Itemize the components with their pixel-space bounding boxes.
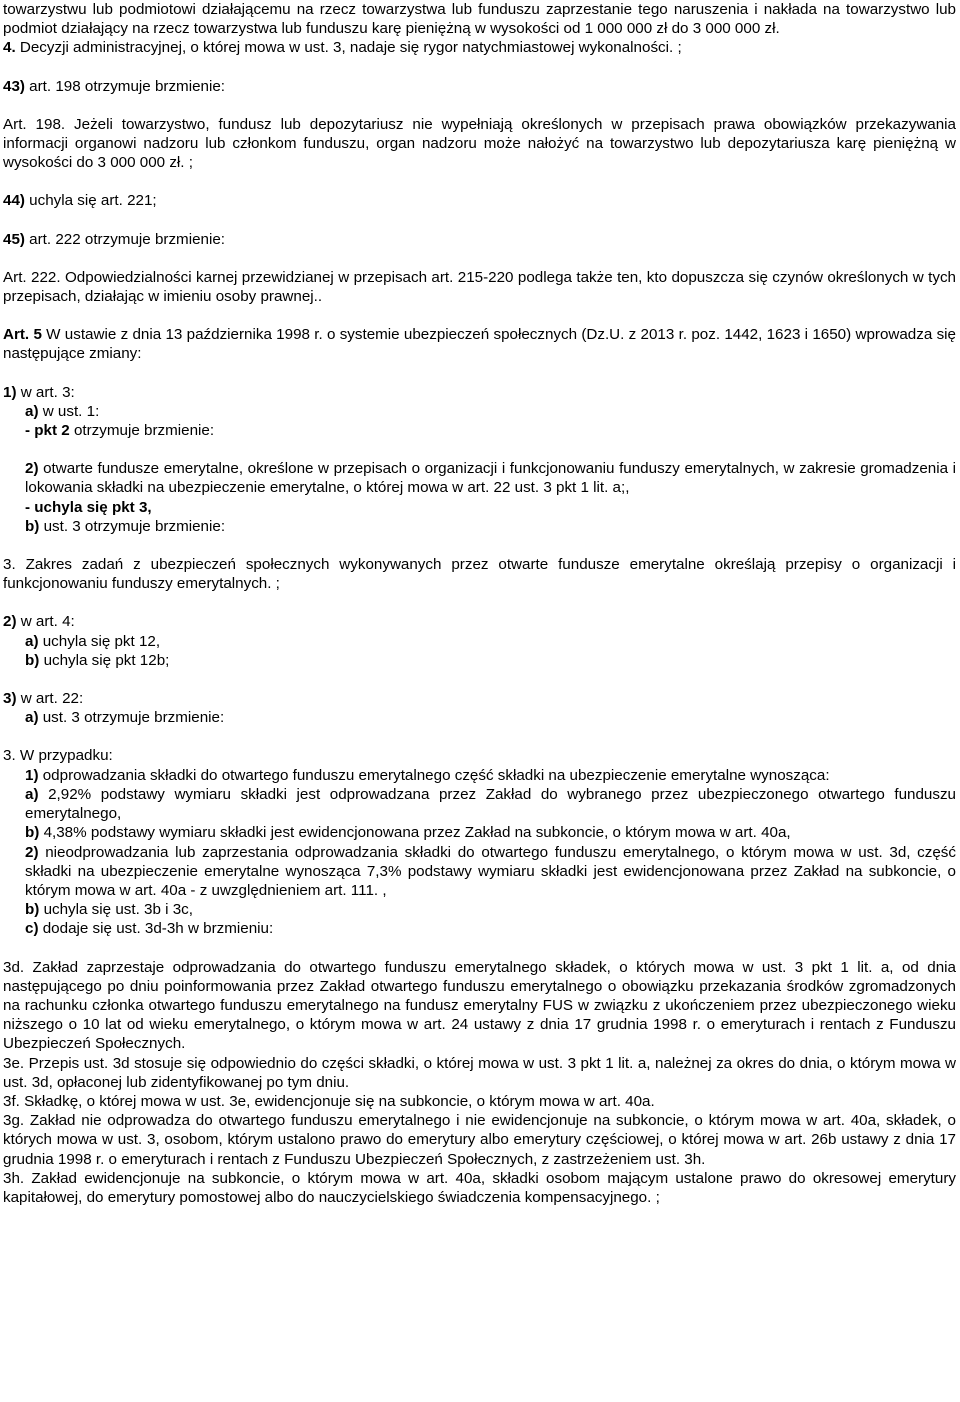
sub-point [3, 651, 956, 670]
sub-point [3, 766, 956, 785]
article-number: Art. 5 [3, 326, 42, 344]
item-number: 43) [3, 77, 25, 95]
item-number: a) [25, 632, 39, 650]
paragraph-text: otwarte fundusze emerytalne, określone w przepisach o organizacji i funkcjonowaniu funduszy emerytalnych, w zakresie gromadzenia i lokowania składki na ubezpieczenie emerytalne, o której mowa w art. 22 ust. 3 pkt 1 lit. a;, [25, 460, 956, 497]
item-number: - uchyla się pkt 3, [25, 498, 152, 516]
item-number: 1) [3, 383, 17, 401]
paragraph-text: uchyla się ust. 3b i 3c, [39, 901, 193, 919]
quoted-provision: 3. W przypadku: [3, 747, 113, 765]
paragraph-text: 4,38% podstawy wymiaru składki jest ewidencjonowana przez Zakład na subkoncie, o którym mowa w art. 40a, [39, 824, 791, 842]
item-number: 2) [3, 613, 17, 631]
sub-point [3, 843, 956, 901]
quoted-provision: 3h. Zakład ewidencjonuje na subkoncie, o którym mowa w art. 40a, składki osobom mającym ustalone prawo do okresowej emerytury kapitałowej, do emerytury pomostowej albo do nauczycielskiego świadczenia kompensacyjnego. ; [3, 1169, 956, 1206]
sub-point [3, 632, 956, 651]
paragraph-text: ust. 3 otrzymuje brzmienie: [39, 517, 226, 535]
amendment-point [3, 230, 956, 249]
amendment-point [3, 383, 956, 402]
paragraph-text: dodaje się ust. 3d-3h w brzmieniu: [38, 920, 274, 938]
amendment-point [3, 612, 956, 631]
paragraph-text: Decyzji administracyjnej, o której mowa w ust. 3, nadaje się rygor natychmiastowej wykonalności. ; [15, 39, 682, 57]
sub-point [3, 517, 956, 536]
item-number: 2) [25, 843, 39, 861]
item-number: 44) [3, 192, 25, 210]
item-number: a) [25, 785, 39, 803]
quoted-provision: 3. Zakres zadań z ubezpieczeń społecznych wykonywanych przez otwarte fundusze emerytalne określają przepisy o organizacji i funkcjonowaniu funduszy emerytalnych. ; [3, 556, 956, 593]
sub-point [3, 919, 956, 938]
quoted-provision: 3e. Przepis ust. 3d stosuje się odpowiednio do części składki, o której mowa w ust. 3 pkt 1 lit. a, należnej za okres do dnia, o którym mowa w ust. 3d, opłaconej lub zidentyfikowanej po tym dniu. [3, 1054, 956, 1091]
item-number: a) [25, 709, 39, 727]
sub-point [3, 498, 956, 517]
sub-point [3, 402, 956, 421]
sub-point [3, 900, 956, 919]
item-number: b) [25, 517, 40, 535]
item-number: 4. [3, 39, 16, 57]
paragraph-text: nieodprowadzania lub zaprzestania odprowadzania składki do otwartego funduszu emerytalnego, o którym mowa w ust. 3d, część składki na ubezpieczenie emerytalne wynosząca 7,3% podstawy wymiaru składki jest ewidencjonowana przez Zakład na subkoncie, o którym mowa w art. 40a - z uwzględnieniem art. 111. , [25, 843, 956, 899]
quoted-provision: 3f. Składkę, o której mowa w ust. 3e, ewidencjonuje się na subkoncie, o którym mowa w art. 40a. [3, 1092, 655, 1110]
sub-point [3, 421, 956, 440]
quoted-provision: 3g. Zakład nie odprowadza do otwartego funduszu emerytalnego i nie ewidencjonuje na subkoncie, o którym mowa w art. 40a, składek, o których mowa w ust. 3, osobom, którym ustalono prawo do emerytury albo emerytury częściowej, o której mowa w art. 26b ustawy z dnia 17 grudnia 1998 r. o emeryturach i rentach z Funduszu Ubezpieczeń Społecznych, z zastrzeżeniem ust. 3h. [3, 1112, 956, 1168]
paragraph-text: 2,92% podstawy wymiaru składki jest odprowadzana przez Zakład do wybranego przez ubezpieczonego otwartego funduszu emerytalnego, [25, 785, 956, 823]
paragraph-text: W ustawie z dnia 13 października 1998 r. o systemie ubezpieczeń społecznych (Dz.U. z 2013 r. poz. 1442, 1623 i 1650) wprowadza się następujące zmiany: [3, 326, 956, 363]
quoted-provision: 3d. Zakład zaprzestaje odprowadzania do otwartego funduszu emerytalnego składek, o których mowa w ust. 3 pkt 1 lit. a, od dnia następującego po dniu poinformowania przez Zakład otwartego funduszu emerytalnego o obowiązku przekazania środków zgromadzonych na rachunku członka otwartego funduszu emerytalnego na fundusz emerytalny FUS w związku z ukończeniem przez ubezpieczonego wieku niższego o 10 lat od wieku emerytalnego, o którym mowa w art. 24 ustawy z dnia 17 grudnia 1998 r. o emeryturach i rentach z Funduszu Ubezpieczeń Społecznych. [3, 958, 956, 1053]
item-number: 2) [25, 460, 39, 478]
paragraph-text: uchyla się art. 221; [24, 192, 157, 210]
item-number: 1) [25, 766, 39, 784]
item-number: b) [25, 651, 40, 669]
item-number: b) [25, 901, 40, 919]
sub-point [3, 708, 956, 727]
item-number: 45) [3, 230, 25, 248]
paragraph-text: w art. 3: [16, 383, 75, 401]
item-number: - pkt 2 [25, 422, 70, 440]
paragraph-text: uchyla się pkt 12b; [39, 651, 170, 669]
amendment-point [3, 689, 956, 708]
paragraph-text: otrzymuje brzmienie: [69, 422, 215, 440]
paragraph [3, 38, 956, 57]
amendment-point [3, 77, 956, 96]
item-number: 3) [3, 690, 17, 708]
article-heading [3, 325, 956, 363]
paragraph-text: w art. 22: [16, 690, 84, 708]
paragraph: towarzystwu lub podmiotowi działającemu na rzecz towarzystwa lub funduszu zaprzestanie tego naruszenia i nakłada na towarzystwo lub podmiot działający na rzecz towarzystwa lub funduszu karę pieniężną w wysokości od 1 000 000 zł do 3 000 000 zł. [3, 1, 956, 38]
paragraph-text: art. 198 otrzymuje brzmienie: [24, 77, 226, 95]
paragraph-text: w ust. 1: [38, 402, 100, 420]
item-number: a) [25, 402, 39, 420]
paragraph-text: odprowadzania składki do otwartego funduszu emerytalnego część składki na ubezpieczenie emerytalne wynosząca: [38, 766, 830, 784]
paragraph-text: w art. 4: [16, 613, 75, 631]
sub-point [3, 785, 956, 823]
quoted-article: Art. 222. Odpowiedzialności karnej przewidzianej w przepisach art. 215-220 podlega także ten, kto dopuszcza się czynów określonych w tych przepisach, działając w imieniu osoby prawnej.. [3, 268, 956, 306]
paragraph-text: uchyla się pkt 12, [38, 632, 161, 650]
paragraph-text: ust. 3 otrzymuje brzmienie: [38, 709, 225, 727]
item-number: c) [25, 920, 39, 938]
amendment-point [3, 191, 956, 210]
quoted-provision [3, 459, 956, 497]
paragraph-text: art. 222 otrzymuje brzmienie: [24, 230, 226, 248]
item-number: b) [25, 824, 40, 842]
quoted-article: Art. 198. Jeżeli towarzystwo, fundusz lub depozytariusz nie wypełniają określonych w przepisach prawa obowiązków przekazywania informacji organowi nadzoru lub członkom funduszu, organ nadzoru może nałożyć na towarzystwo lub depozytariusza karę pieniężną w wysokości do 3 000 000 zł. ; [3, 115, 956, 172]
sub-point [3, 823, 956, 842]
